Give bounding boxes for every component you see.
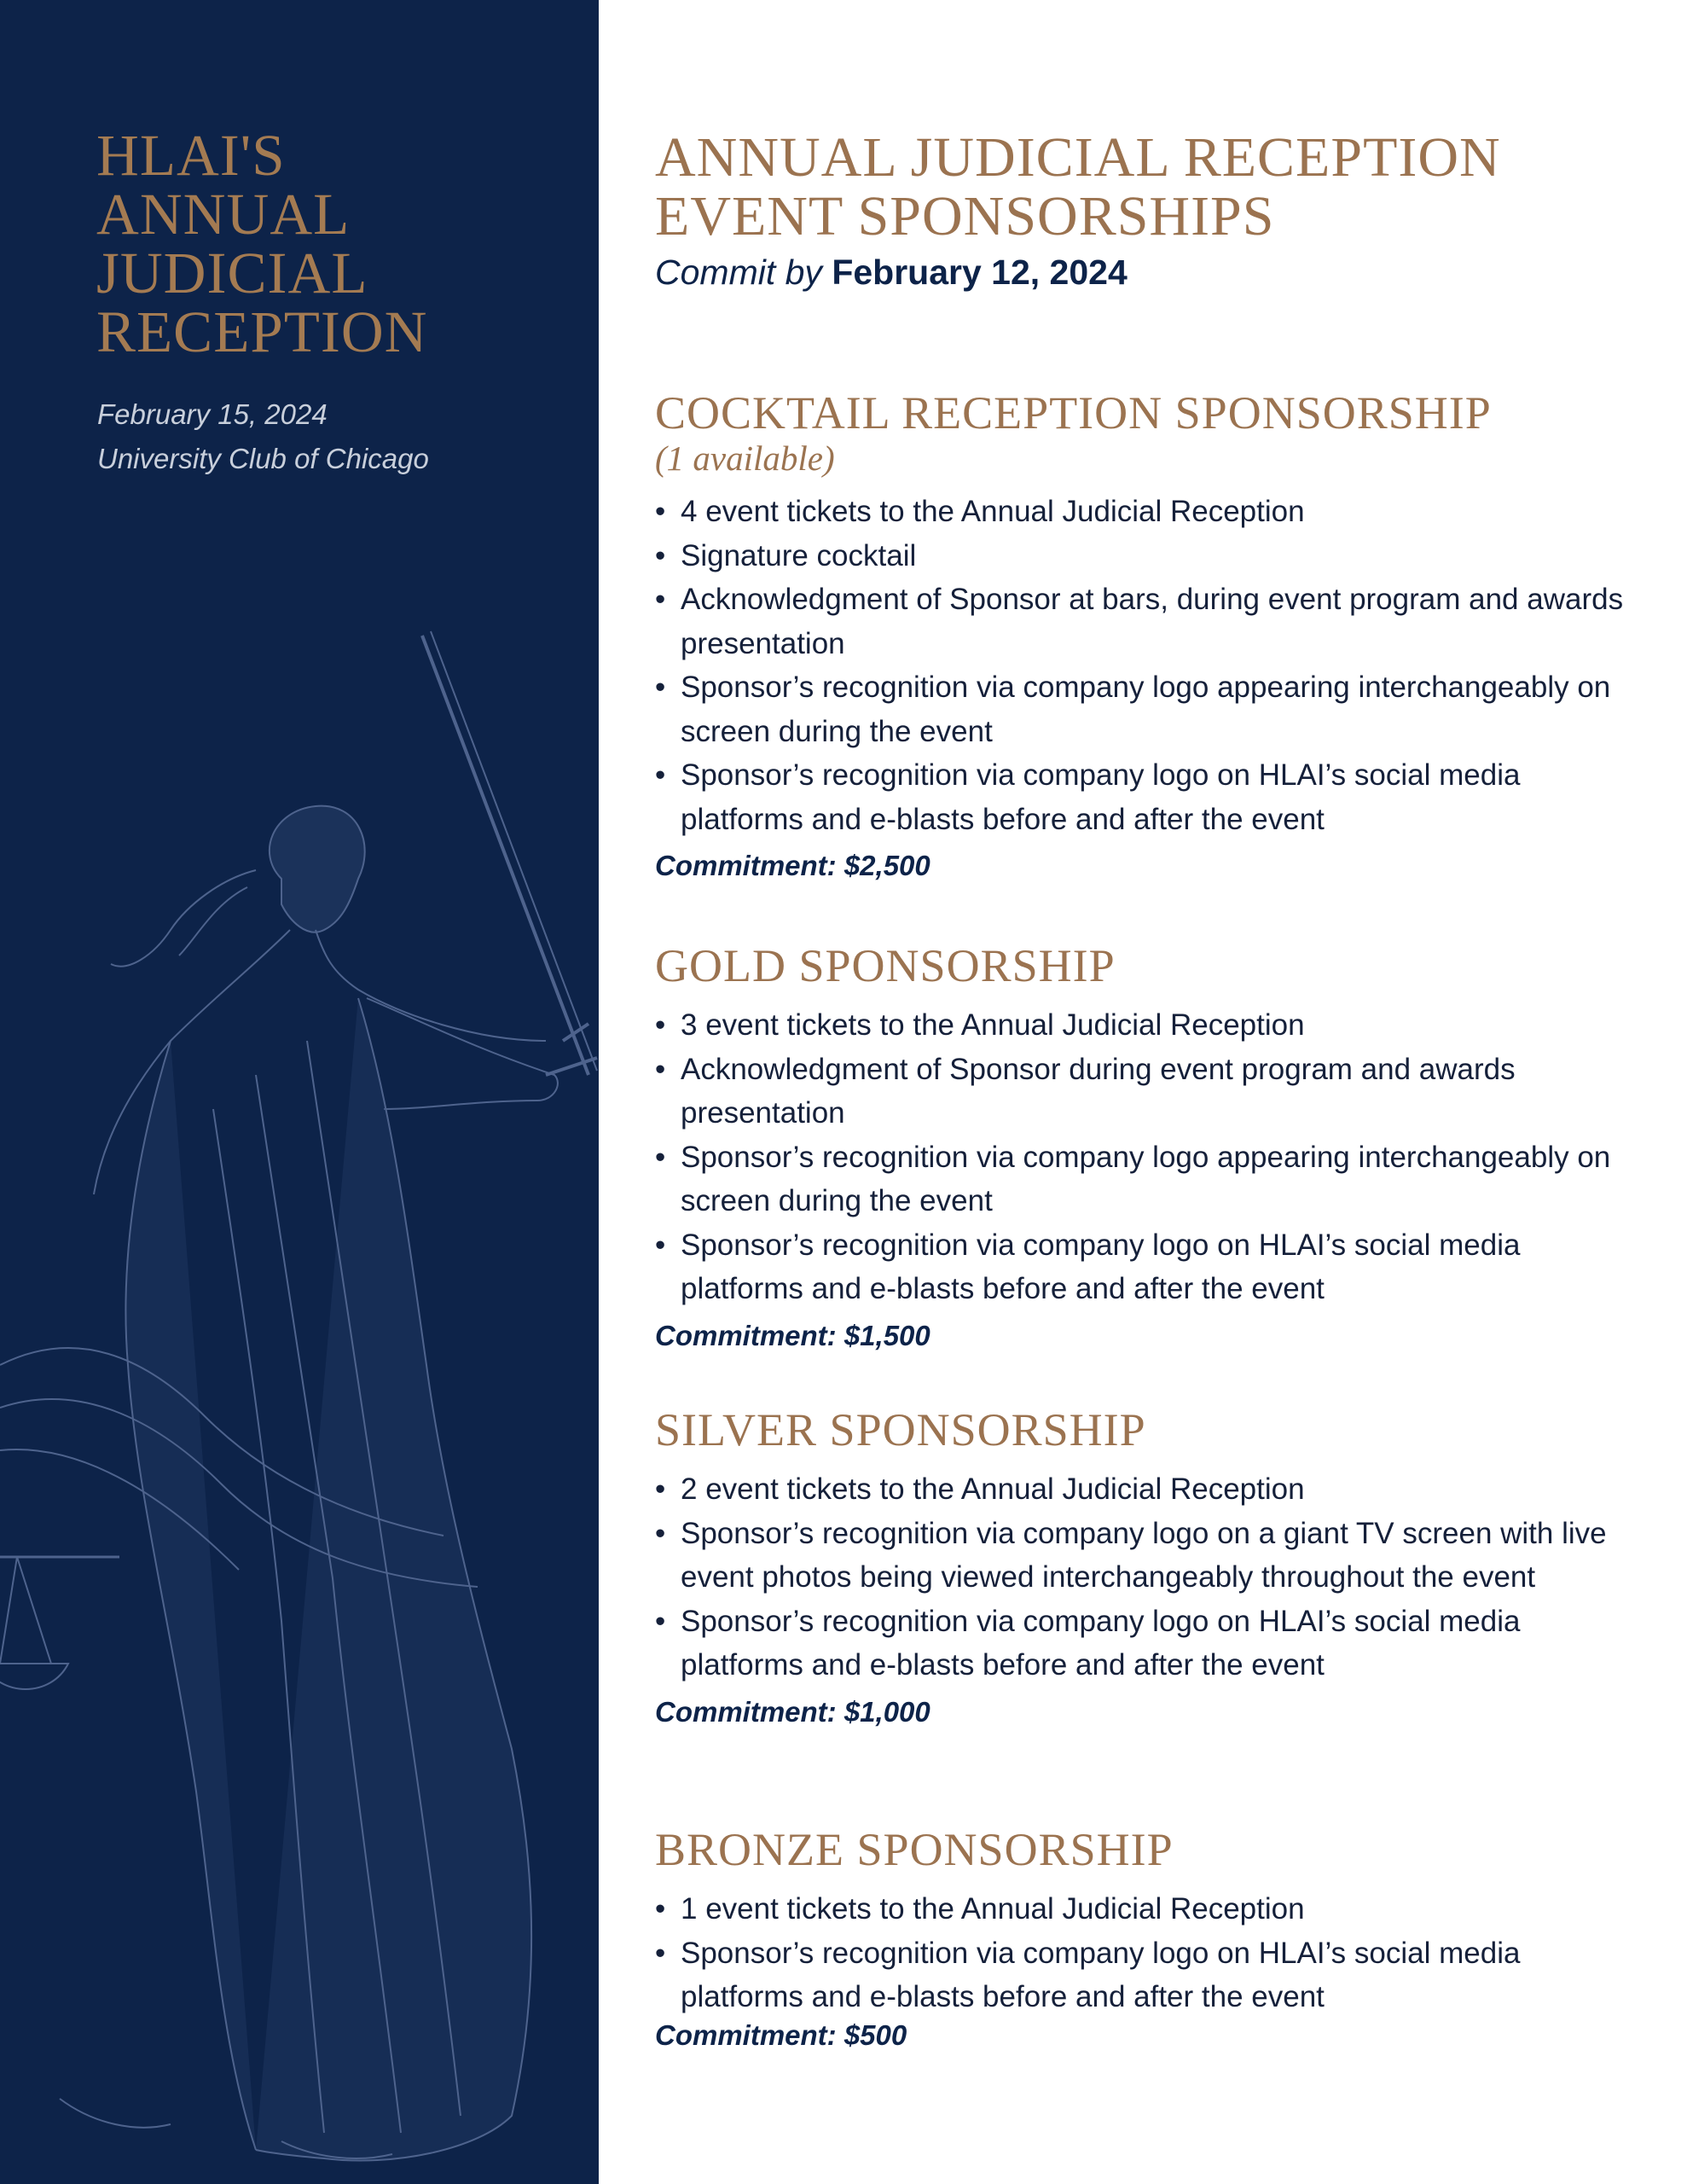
benefit-item: • Sponsor’s recognition via company logo on HLAI’s social media platforms and e-blasts before and after the event	[655, 1931, 1636, 2019]
benefit-list	[655, 1467, 1636, 1687]
sidebar-panel	[0, 0, 599, 2184]
tier-availability: (1 available)	[655, 439, 835, 478]
commitment-amount: Commitment: $2,500	[655, 850, 930, 881]
benefit-list	[655, 490, 1636, 841]
commitment-amount: Commitment: $500	[655, 2018, 907, 2051]
benefit-item: • 2 event tickets to the Annual Judicial Reception	[655, 1467, 1636, 1512]
tier-title: BRONZE SPONSORSHIP	[655, 1824, 1174, 1875]
commitment-amount: Commitment: $1,000	[655, 1695, 930, 1728]
lady-justice-illustration	[0, 597, 599, 2184]
commit-deadline	[655, 253, 1128, 293]
tier-cocktail	[655, 387, 1636, 882]
benefit-item: • Sponsor’s recognition via company logo on a giant TV screen with live event photos being viewed interchangeably throughout the event	[655, 1512, 1636, 1600]
benefit-item: • Acknowledgment of Sponsor at bars, during event program and awards presentation	[655, 578, 1636, 665]
benefit-item: • Sponsor’s recognition via company logo appearing interchangeably on screen during the event	[655, 1136, 1636, 1223]
page-title-line: EVENT SPONSORSHIPS	[655, 185, 1275, 247]
benefit-item: • Signature cocktail	[655, 534, 1636, 578]
benefit-item: • 1 event tickets to the Annual Judicial Reception	[655, 1887, 1636, 1931]
benefit-list	[655, 1003, 1636, 1311]
commitment-amount: Commitment: $1,500	[655, 1319, 930, 1351]
event-title-line: JUDICIAL	[96, 241, 368, 305]
event-details	[97, 392, 429, 481]
tier-title: SILVER SPONSORSHIP	[655, 1404, 1146, 1455]
tier-title: COCKTAIL RECEPTION SPONSORSHIP	[655, 387, 1492, 439]
benefit-item: • 3 event tickets to the Annual Judicial Reception	[655, 1003, 1636, 1048]
page-title-line: ANNUAL JUDICIAL RECEPTION	[655, 126, 1501, 189]
event-title-line: ANNUAL	[96, 182, 351, 247]
event-title	[96, 123, 574, 364]
tier-bronze	[655, 1824, 1636, 2052]
event-date: February 15, 2024	[97, 398, 328, 430]
tier-gold	[655, 940, 1636, 1352]
commit-date: February 12, 2024	[832, 253, 1128, 292]
event-title-line: RECEPTION	[96, 299, 428, 364]
page-title	[655, 128, 1636, 246]
benefit-list	[655, 1887, 1636, 2019]
benefit-item: • 4 event tickets to the Annual Judicial Reception	[655, 490, 1636, 534]
tier-title: GOLD SPONSORSHIP	[655, 940, 1116, 991]
benefit-item: • Sponsor’s recognition via company logo on HLAI’s social media platforms and e-blasts before and after the event	[655, 753, 1636, 841]
event-title-line: HLAI'S	[96, 123, 286, 188]
commit-prefix: Commit by	[655, 253, 822, 292]
benefit-item: • Sponsor’s recognition via company logo appearing interchangeably on screen during the event	[655, 665, 1636, 753]
benefit-item: • Sponsor’s recognition via company logo on HLAI’s social media platforms and e-blasts before and after the event	[655, 1600, 1636, 1687]
benefit-item: • Acknowledgment of Sponsor during event program and awards presentation	[655, 1048, 1636, 1136]
tier-silver	[655, 1404, 1636, 1728]
event-venue: University Club of Chicago	[97, 443, 429, 474]
benefit-item: • Sponsor’s recognition via company logo on HLAI’s social media platforms and e-blasts before and after the event	[655, 1223, 1636, 1311]
